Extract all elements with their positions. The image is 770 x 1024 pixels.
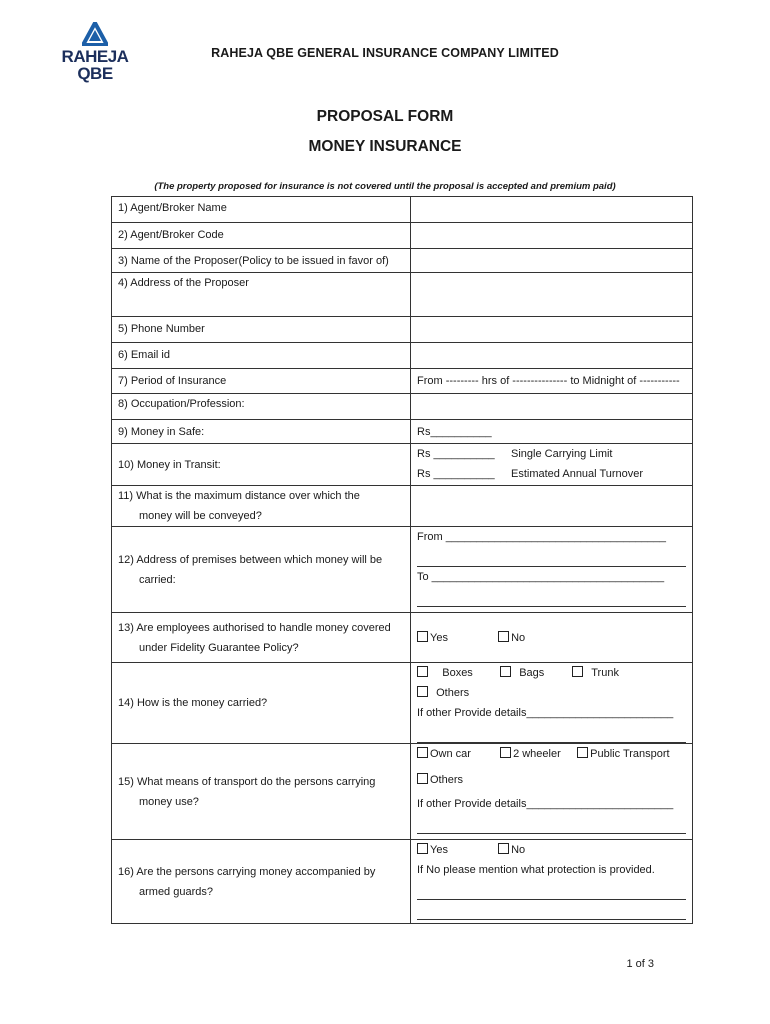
question-money-safe: 9) Money in Safe: [112,420,411,444]
coverage-note: (The property proposed for insurance is not covered until the proposal is accepted and premium paid) [154,181,616,192]
question-agent-code: 2) Agent/Broker Code [112,223,411,249]
answer-distance[interactable] [411,486,693,527]
others-checkbox[interactable] [417,773,428,784]
raheja-triangle-logo-icon [82,22,108,46]
table-row [112,444,693,486]
answer-occupation[interactable] [411,394,693,420]
no-checkbox[interactable] [498,631,509,642]
answer-money-carried: Boxes Bags Trunk Others If other Provide details________________________ [411,663,693,744]
table-row [112,613,693,663]
answer-email[interactable] [411,343,693,369]
table-row [112,197,693,223]
answer-phone[interactable] [411,317,693,343]
protection-details-line: If No please mention what protection is provided. [417,864,655,876]
other-details-line[interactable]: If other Provide details________________________ [417,707,674,719]
boxes-checkbox[interactable] [417,666,428,677]
table-row [112,249,693,273]
table-row [112,744,693,840]
table-row [112,369,693,394]
bags-checkbox[interactable] [500,666,511,677]
logo-line-2: QBE [77,64,113,83]
logo-line-1: RAHEJA [61,47,129,66]
question-email: 6) Email id [112,343,411,369]
table-row [112,317,693,343]
trunk-checkbox[interactable] [572,666,583,677]
answer-fidelity-guarantee: Yes No [411,613,693,663]
page-number: 1 of 3 [626,958,654,970]
no-checkbox[interactable] [498,843,509,854]
question-money-carried: 14) How is the money carried? [112,663,411,744]
answer-premises-address[interactable] [411,527,693,613]
blank-line[interactable] [417,587,686,607]
form-subtitle: MONEY INSURANCE [308,138,462,155]
proposal-form-table [111,196,693,924]
answer-proposer-name[interactable] [411,249,693,273]
question-armed-guards: 16) Are the persons carrying money accompanied by armed guards? [112,840,411,924]
question-transport: 15) What means of transport do the persons carrying money use? [112,744,411,840]
other-details-line[interactable]: If other Provide details________________________ [417,798,674,810]
blank-line[interactable] [417,547,686,567]
table-row [112,840,693,924]
question-distance: 11) What is the maximum distance over which the money will be conveyed? [112,486,411,527]
question-money-transit: 10) Money in Transit: [112,444,411,486]
company-name: RAHEJA QBE GENERAL INSURANCE COMPANY LIMITED [211,46,559,60]
table-row [112,394,693,420]
blank-line[interactable] [417,880,686,900]
table-row [112,223,693,249]
blank-line[interactable] [417,723,686,743]
two-wheeler-checkbox[interactable] [500,747,511,758]
table-row [112,273,693,317]
public-transport-checkbox[interactable] [577,747,588,758]
answer-agent-name[interactable] [411,197,693,223]
table-row [112,486,693,527]
table-row [112,663,693,744]
question-fidelity-guarantee: 13) Are employees authorised to handle money covered under Fidelity Guarantee Policy? [112,613,411,663]
answer-armed-guards: Yes No If No please mention what protection is provided. [411,840,693,924]
question-period: 7) Period of Insurance [112,369,411,394]
question-premises-address: 12) Address of premises between which money will be carried: [112,527,411,613]
yes-checkbox[interactable] [417,843,428,854]
from-line[interactable]: From ____________________________________ [417,531,666,543]
answer-proposer-address[interactable] [411,273,693,317]
blank-line[interactable] [417,814,686,834]
yes-checkbox[interactable] [417,631,428,642]
form-title: PROPOSAL FORM [316,108,454,125]
answer-agent-code[interactable] [411,223,693,249]
own-car-checkbox[interactable] [417,747,428,758]
answer-money-transit[interactable]: Rs __________ Single Carrying Limit Rs __________ Estimated Annual Turnover [411,444,693,486]
question-proposer-name: 3) Name of the Proposer(Policy to be issued in favor of) [112,249,411,273]
table-row [112,420,693,444]
question-occupation: 8) Occupation/Profession: [112,394,411,420]
question-proposer-address: 4) Address of the Proposer [112,273,411,317]
blank-line[interactable] [417,900,686,920]
table-row [112,343,693,369]
question-phone: 5) Phone Number [112,317,411,343]
answer-period[interactable]: From --------- hrs of --------------- to Midnight of ----------- [411,369,693,394]
question-agent-name: 1) Agent/Broker Name [112,197,411,223]
answer-money-safe[interactable]: Rs__________ [411,420,693,444]
answer-transport: Own car 2 wheeler Public Transport Others If other Provide details________________________ [411,744,693,840]
table-row [112,527,693,613]
to-line[interactable]: To ______________________________________ [417,571,665,583]
others-checkbox[interactable] [417,686,428,697]
